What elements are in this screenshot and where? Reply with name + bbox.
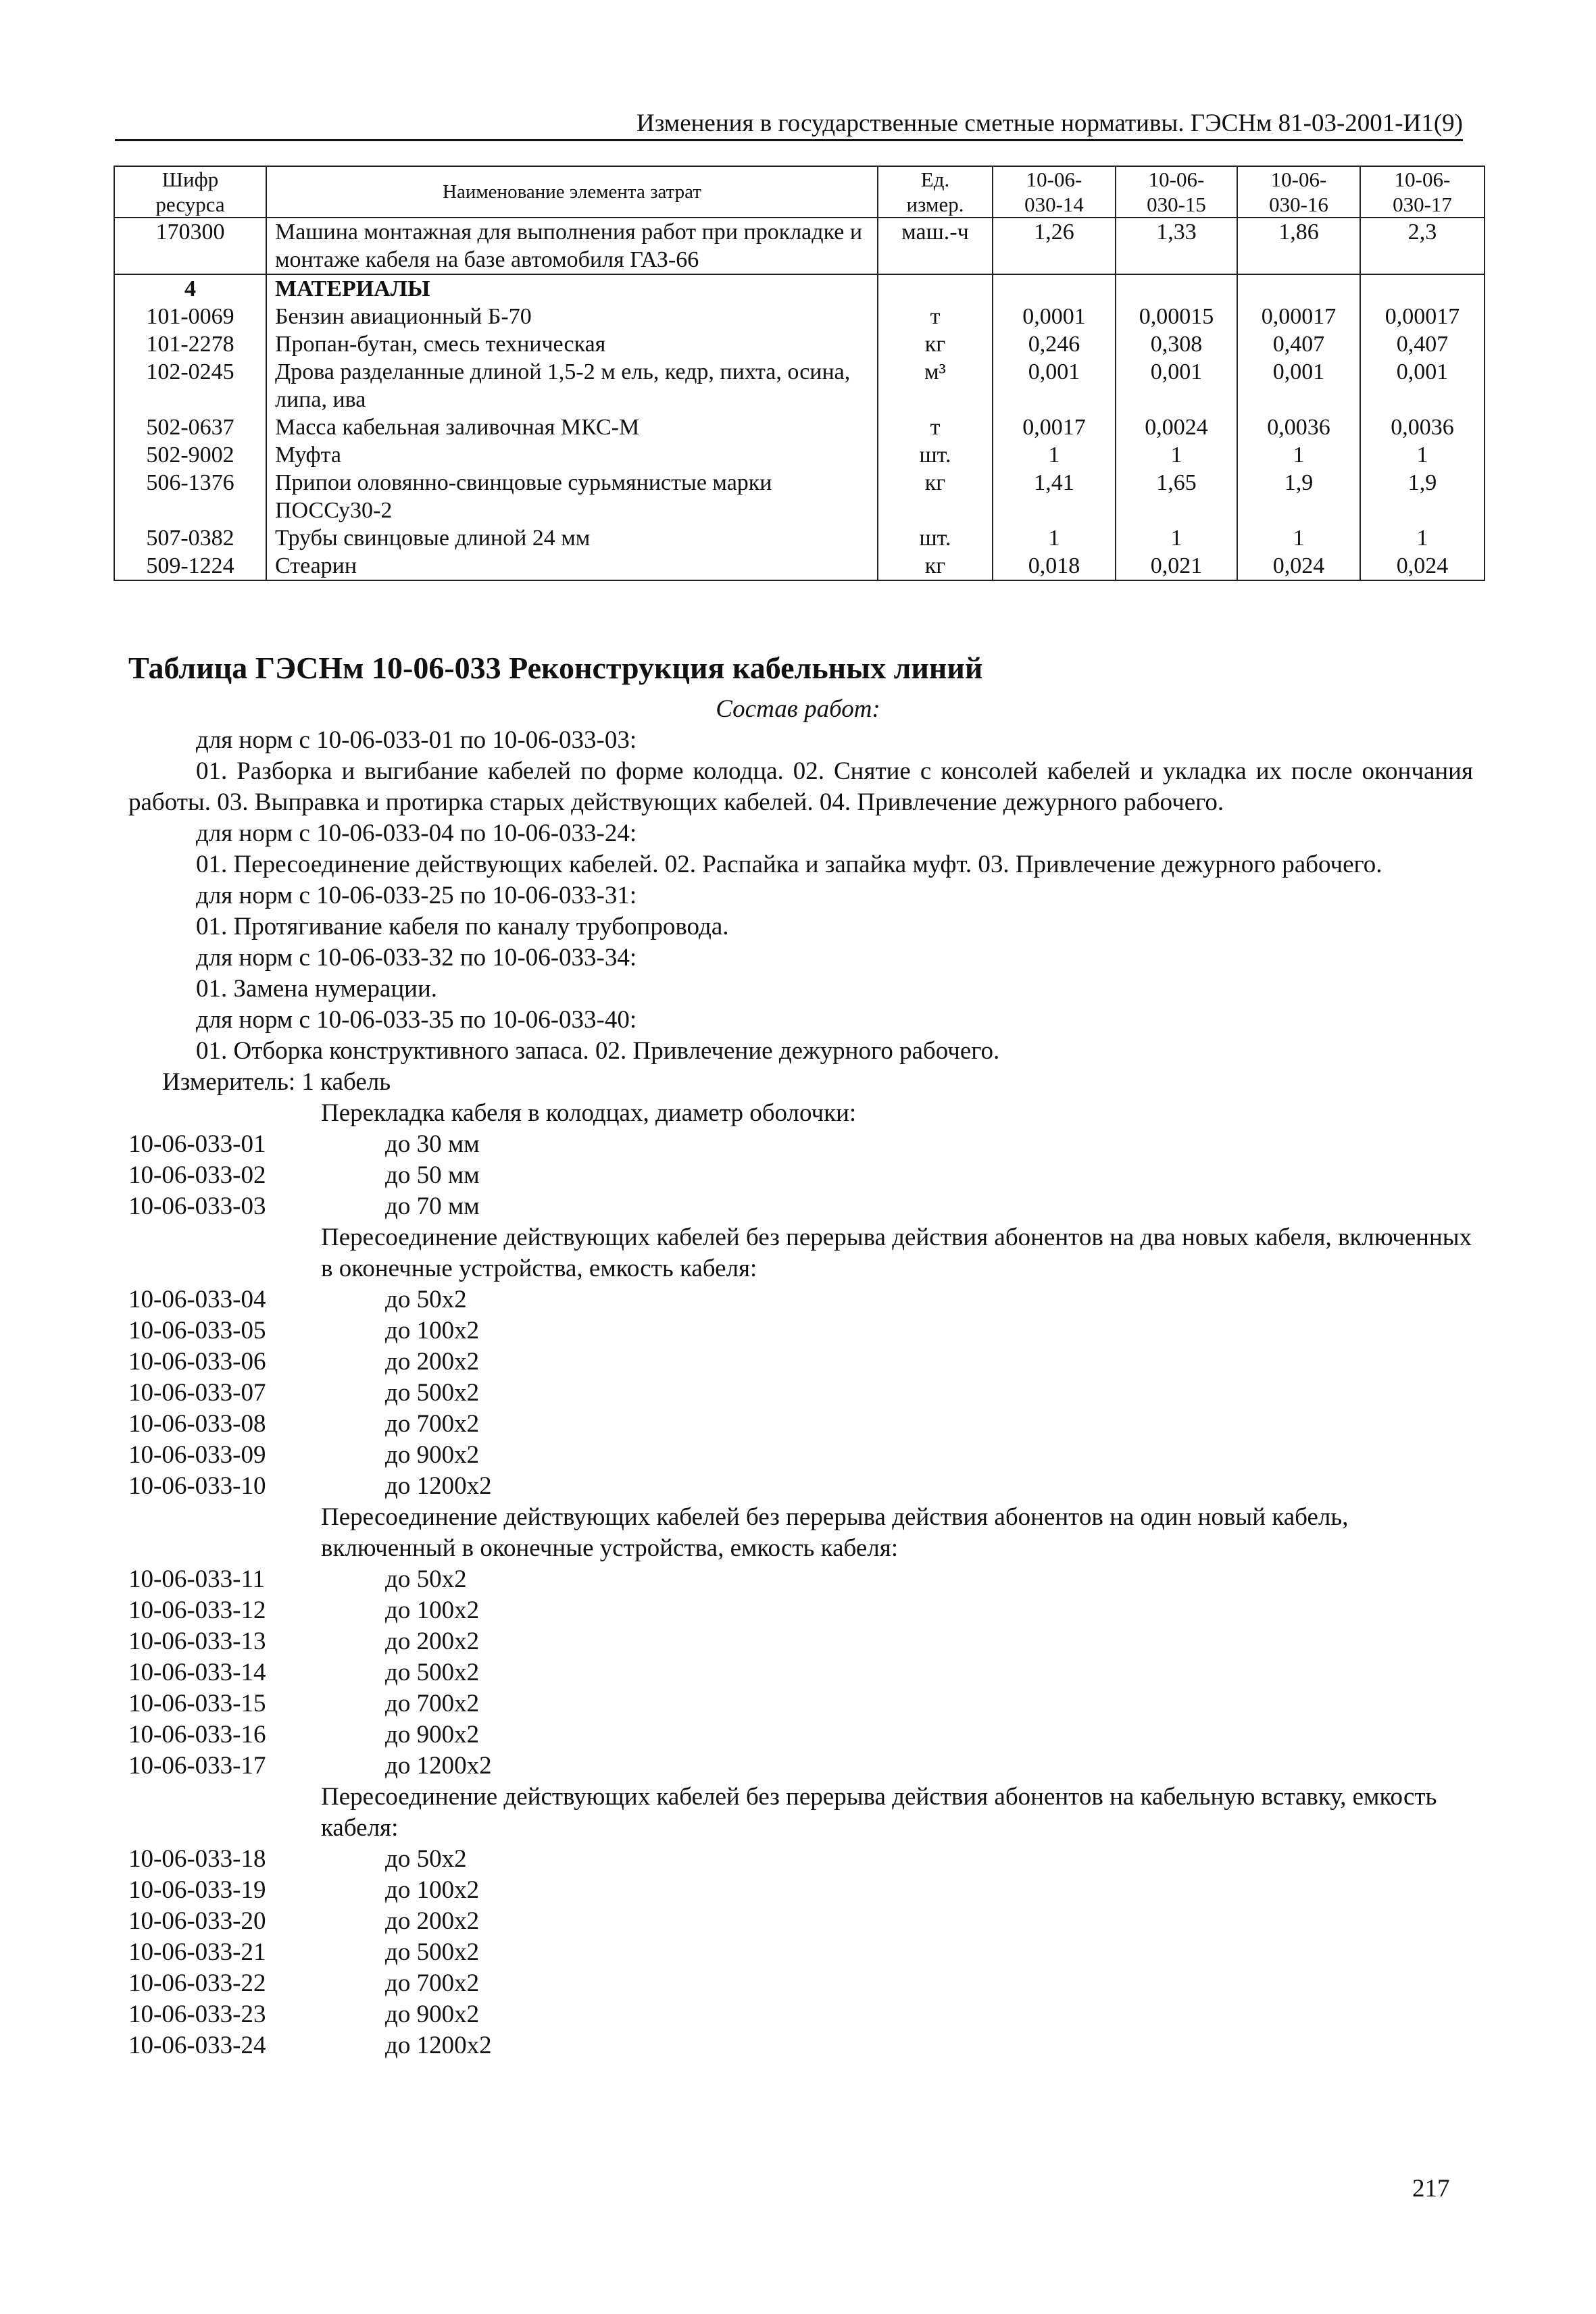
cell-value: 0,001 — [993, 358, 1116, 413]
norm-code: 10-06-033-18 — [128, 1845, 266, 1873]
cell-unit: т — [878, 413, 993, 441]
cell-value: 1,26 — [993, 218, 1116, 274]
cell-name: Масса кабельная заливочная МКС-М — [266, 413, 878, 441]
norm-value: до 1200х2 — [385, 1752, 492, 1780]
list-item — [128, 1875, 1473, 1906]
list-item — [128, 1347, 1473, 1378]
table-row — [114, 552, 1485, 580]
norm-code: 10-06-033-22 — [128, 1969, 266, 1997]
cell-unit: шт. — [878, 441, 993, 469]
cell-unit: шт. — [878, 524, 993, 552]
cell-value: 0,001 — [1237, 358, 1360, 413]
list-item — [128, 1315, 1473, 1347]
table-row — [114, 218, 1485, 274]
norm-code: 10-06-033-02 — [128, 1161, 266, 1189]
work-scope: для норм с 10-06-033-35 по 10-06-033-40: — [196, 1006, 637, 1034]
cell-code: 4 — [114, 274, 266, 303]
group-heading: Пересоединение действующих кабелей без перерыва действия абонентов на кабельную вставку, емкость кабеля: — [321, 1783, 1437, 1842]
cell-value: 0,024 — [1237, 552, 1360, 580]
list-item — [128, 1999, 1473, 2030]
group-heading: Пересоединение действующих кабелей без перерыва действия абонентов на два новых кабеля, включенных в оконечные устройства, емкость кабеля: — [321, 1224, 1472, 1282]
list-item — [128, 1657, 1473, 1688]
cell-value — [1237, 274, 1360, 303]
cell-value: 0,407 — [1237, 330, 1360, 358]
norm-code: 10-06-033-05 — [128, 1317, 266, 1344]
cell-name: МАТЕРИАЛЫ — [266, 274, 878, 303]
cell-value: 0,0017 — [993, 413, 1116, 441]
cell-value — [1360, 274, 1485, 303]
cell-code: 509-1224 — [114, 552, 266, 580]
norm-code: 10-06-033-20 — [128, 1907, 266, 1935]
cell-value: 1 — [1360, 524, 1485, 552]
header-text: 10-06- — [1394, 168, 1451, 191]
cell-value: 1 — [1237, 441, 1360, 469]
section-body — [128, 725, 1473, 2061]
header-text: 10-06- — [1026, 168, 1082, 191]
cell-unit: кг — [878, 469, 993, 524]
cell-name: Припои оловянно-свинцовые сурьмянистые марки ПОССу30-2 — [266, 469, 878, 524]
norm-code: 10-06-033-06 — [128, 1348, 266, 1376]
list-item — [128, 1751, 1473, 1782]
column-header-norm — [1360, 166, 1485, 218]
table-row — [114, 441, 1485, 469]
cell-value: 0,024 — [1360, 552, 1485, 580]
norm-code: 10-06-033-23 — [128, 2001, 266, 2028]
norm-value: до 50х2 — [385, 1565, 467, 1593]
norm-code: 10-06-033-11 — [128, 1565, 266, 1593]
cell-value: 0,001 — [1360, 358, 1485, 413]
header-text: 030-15 — [1147, 193, 1206, 216]
norm-value: до 900х2 — [385, 1721, 480, 1749]
list-item — [128, 1844, 1473, 1875]
work-scope: для норм с 10-06-033-04 по 10-06-033-24: — [196, 820, 637, 847]
cell-value: 1 — [1116, 524, 1237, 552]
work-text: 01. Разборка и выгибание кабелей по форме колодца. 02. Снятие с консолей кабелей и укладка их после окончания работы. 03. Выправка и протирка старых действующих кабелей. 04. Привлечение дежурного рабочего. — [128, 757, 1473, 816]
column-header-norm — [1116, 166, 1237, 218]
cell-value: 1 — [1360, 441, 1485, 469]
table-header-row — [114, 166, 1485, 218]
cell-value: 0,308 — [1116, 330, 1237, 358]
cell-name: Пропан-бутан, смесь техническая — [266, 330, 878, 358]
cell-value: 2,3 — [1360, 218, 1485, 274]
cell-value: 0,0036 — [1360, 413, 1485, 441]
list-item — [128, 1937, 1473, 1968]
list-item — [128, 1191, 1473, 1222]
cell-value: 1 — [1237, 524, 1360, 552]
work-scope: для норм с 10-06-033-32 по 10-06-033-34: — [196, 944, 637, 972]
norm-value: до 50х2 — [385, 1286, 467, 1313]
norm-code: 10-06-033-07 — [128, 1379, 266, 1407]
cell-code: 101-2278 — [114, 330, 266, 358]
list-item — [128, 1440, 1473, 1471]
norm-code: 10-06-033-10 — [128, 1472, 266, 1500]
work-text: 01. Отборка конструктивного запаса. 02. Привлечение дежурного рабочего. — [196, 1037, 1000, 1065]
group-heading: Пересоединение действующих кабелей без перерыва действия абонентов на один новый кабель, включенный в оконечные устройства, емкость кабеля: — [321, 1503, 1349, 1562]
table-row — [114, 274, 1485, 303]
norm-value: до 70 мм — [385, 1192, 480, 1220]
work-scope: для норм с 10-06-033-25 по 10-06-033-31: — [196, 882, 637, 909]
header-text: 030-16 — [1269, 193, 1328, 216]
cell-name: Бензин авиационный Б-70 — [266, 303, 878, 330]
norm-code: 10-06-033-09 — [128, 1441, 266, 1469]
list-item — [128, 2030, 1473, 2061]
column-header-code — [114, 166, 266, 218]
header-text: 10-06- — [1270, 168, 1327, 191]
cell-name: Дрова разделанные длиной 1,5-2 м ель, кедр, пихта, осина, липа, ива — [266, 358, 878, 413]
column-header-norm — [993, 166, 1116, 218]
norm-value: до 1200х2 — [385, 1472, 492, 1500]
header-text: 030-17 — [1393, 193, 1452, 216]
list-item — [128, 1564, 1473, 1595]
cell-name: Машина монтажная для выполнения работ при прокладке и монтаже кабеля на базе автомобиля ГАЗ-66 — [266, 218, 878, 274]
header-text: Шифр — [161, 168, 219, 191]
cell-value: 1,65 — [1116, 469, 1237, 524]
norm-code: 10-06-033-21 — [128, 1938, 266, 1966]
cell-value: 0,00017 — [1360, 303, 1485, 330]
norm-code: 10-06-033-13 — [128, 1628, 266, 1655]
norm-code: 10-06-033-03 — [128, 1192, 266, 1220]
header-text: 030-14 — [1024, 193, 1084, 216]
cell-value: 1,86 — [1237, 218, 1360, 274]
cell-unit: м³ — [878, 358, 993, 413]
cell-value — [1116, 274, 1237, 303]
cell-unit: т — [878, 303, 993, 330]
cell-value: 0,246 — [993, 330, 1116, 358]
cell-unit: кг — [878, 330, 993, 358]
cell-value: 0,407 — [1360, 330, 1485, 358]
cell-value: 1,9 — [1360, 469, 1485, 524]
cell-name: Муфта — [266, 441, 878, 469]
work-text: 01. Протягивание кабеля по каналу трубопровода. — [196, 913, 729, 940]
norm-code: 10-06-033-19 — [128, 1876, 266, 1904]
list-item — [128, 1378, 1473, 1409]
cell-value: 0,00017 — [1237, 303, 1360, 330]
header-text: 10-06- — [1148, 168, 1205, 191]
table-row — [114, 413, 1485, 441]
list-item — [128, 1688, 1473, 1719]
work-text: 01. Замена нумерации. — [196, 975, 437, 1003]
norm-code: 10-06-033-15 — [128, 1690, 266, 1717]
norm-code: 10-06-033-01 — [128, 1130, 266, 1158]
norm-value: до 30 мм — [385, 1130, 480, 1158]
cell-value: 0,021 — [1116, 552, 1237, 580]
header-text: Ед. — [920, 168, 950, 191]
resource-table — [114, 166, 1485, 581]
norm-code: 10-06-033-17 — [128, 1752, 266, 1780]
cell-value: 0,00015 — [1116, 303, 1237, 330]
cell-unit: кг — [878, 552, 993, 580]
list-item — [128, 1160, 1473, 1191]
cell-code: 502-9002 — [114, 441, 266, 469]
cell-value: 1 — [993, 441, 1116, 469]
cell-value: 1,9 — [1237, 469, 1360, 524]
column-header-unit — [878, 166, 993, 218]
list-item — [128, 1595, 1473, 1626]
list-item — [128, 1471, 1473, 1502]
cell-value: 0,0024 — [1116, 413, 1237, 441]
norm-value: до 900х2 — [385, 2001, 480, 2028]
list-item — [128, 1626, 1473, 1657]
norm-value: до 900х2 — [385, 1441, 480, 1469]
cell-name: Стеарин — [266, 552, 878, 580]
norm-code: 10-06-033-04 — [128, 1286, 266, 1313]
norm-value: до 50х2 — [385, 1845, 467, 1873]
norm-value: до 100х2 — [385, 1317, 480, 1344]
norm-value: до 700х2 — [385, 1690, 480, 1717]
norm-value: до 500х2 — [385, 1659, 480, 1686]
group-heading: Перекладка кабеля в колодцах, диаметр оболочки: — [321, 1099, 857, 1127]
list-item — [128, 1906, 1473, 1937]
list-item — [128, 1968, 1473, 1999]
norm-value: до 500х2 — [385, 1379, 480, 1407]
cell-unit: маш.-ч — [878, 218, 993, 274]
norm-code: 10-06-033-08 — [128, 1410, 266, 1438]
list-item — [128, 1284, 1473, 1315]
column-header-name: Наименование элемента затрат — [266, 166, 878, 218]
cell-value: 0,001 — [1116, 358, 1237, 413]
running-header: Изменения в государственные сметные нормативы. ГЭСНм 81-03-2001-И1(9) — [115, 108, 1463, 141]
cell-code: 102-0245 — [114, 358, 266, 413]
page-number: 217 — [1412, 2175, 1450, 2203]
norm-code: 10-06-033-14 — [128, 1659, 266, 1686]
table-row — [114, 330, 1485, 358]
list-item — [128, 1409, 1473, 1440]
cell-code: 502-0637 — [114, 413, 266, 441]
norm-value: до 200х2 — [385, 1348, 480, 1376]
cell-value: 1 — [1116, 441, 1237, 469]
table-row — [114, 524, 1485, 552]
section-title: Таблица ГЭСНм 10-06-033 Реконструкция кабельных линий — [128, 651, 983, 685]
cell-code: 507-0382 — [114, 524, 266, 552]
norm-value: до 100х2 — [385, 1596, 480, 1624]
cell-value: 1,41 — [993, 469, 1116, 524]
cell-value — [993, 274, 1116, 303]
norm-value: до 700х2 — [385, 1410, 480, 1438]
cell-value: 0,0001 — [993, 303, 1116, 330]
cell-value: 0,018 — [993, 552, 1116, 580]
table-row — [114, 358, 1485, 413]
cell-unit — [878, 274, 993, 303]
table-row — [114, 303, 1485, 330]
norm-code: 10-06-033-16 — [128, 1721, 266, 1749]
norm-value: до 50 мм — [385, 1161, 480, 1189]
header-text: измер. — [906, 193, 964, 216]
cell-code: 506-1376 — [114, 469, 266, 524]
column-header-norm — [1237, 166, 1360, 218]
norm-value: до 500х2 — [385, 1938, 480, 1966]
cell-value: 1,33 — [1116, 218, 1237, 274]
cell-value: 0,0036 — [1237, 413, 1360, 441]
list-item — [128, 1129, 1473, 1160]
norm-value: до 200х2 — [385, 1907, 480, 1935]
header-text: ресурса — [155, 193, 225, 216]
work-scope: для норм с 10-06-033-01 по 10-06-033-03: — [196, 726, 637, 754]
norm-code: 10-06-033-24 — [128, 2032, 266, 2059]
cell-code: 170300 — [114, 218, 266, 274]
norm-value: до 100х2 — [385, 1876, 480, 1904]
norm-value: до 200х2 — [385, 1628, 480, 1655]
list-item — [128, 1719, 1473, 1751]
measure-unit: Измеритель: 1 кабель — [162, 1068, 391, 1096]
section-subtitle: Состав работ: — [716, 695, 880, 723]
norm-value: до 700х2 — [385, 1969, 480, 1997]
work-text: 01. Пересоединение действующих кабелей. 02. Распайка и запайка муфт. 03. Привлечение дежурного рабочего. — [196, 851, 1382, 878]
cell-name: Трубы свинцовые длиной 24 мм — [266, 524, 878, 552]
norm-value: до 1200х2 — [385, 2032, 492, 2059]
cell-value: 1 — [993, 524, 1116, 552]
table-row — [114, 469, 1485, 524]
norm-code: 10-06-033-12 — [128, 1596, 266, 1624]
cell-code: 101-0069 — [114, 303, 266, 330]
